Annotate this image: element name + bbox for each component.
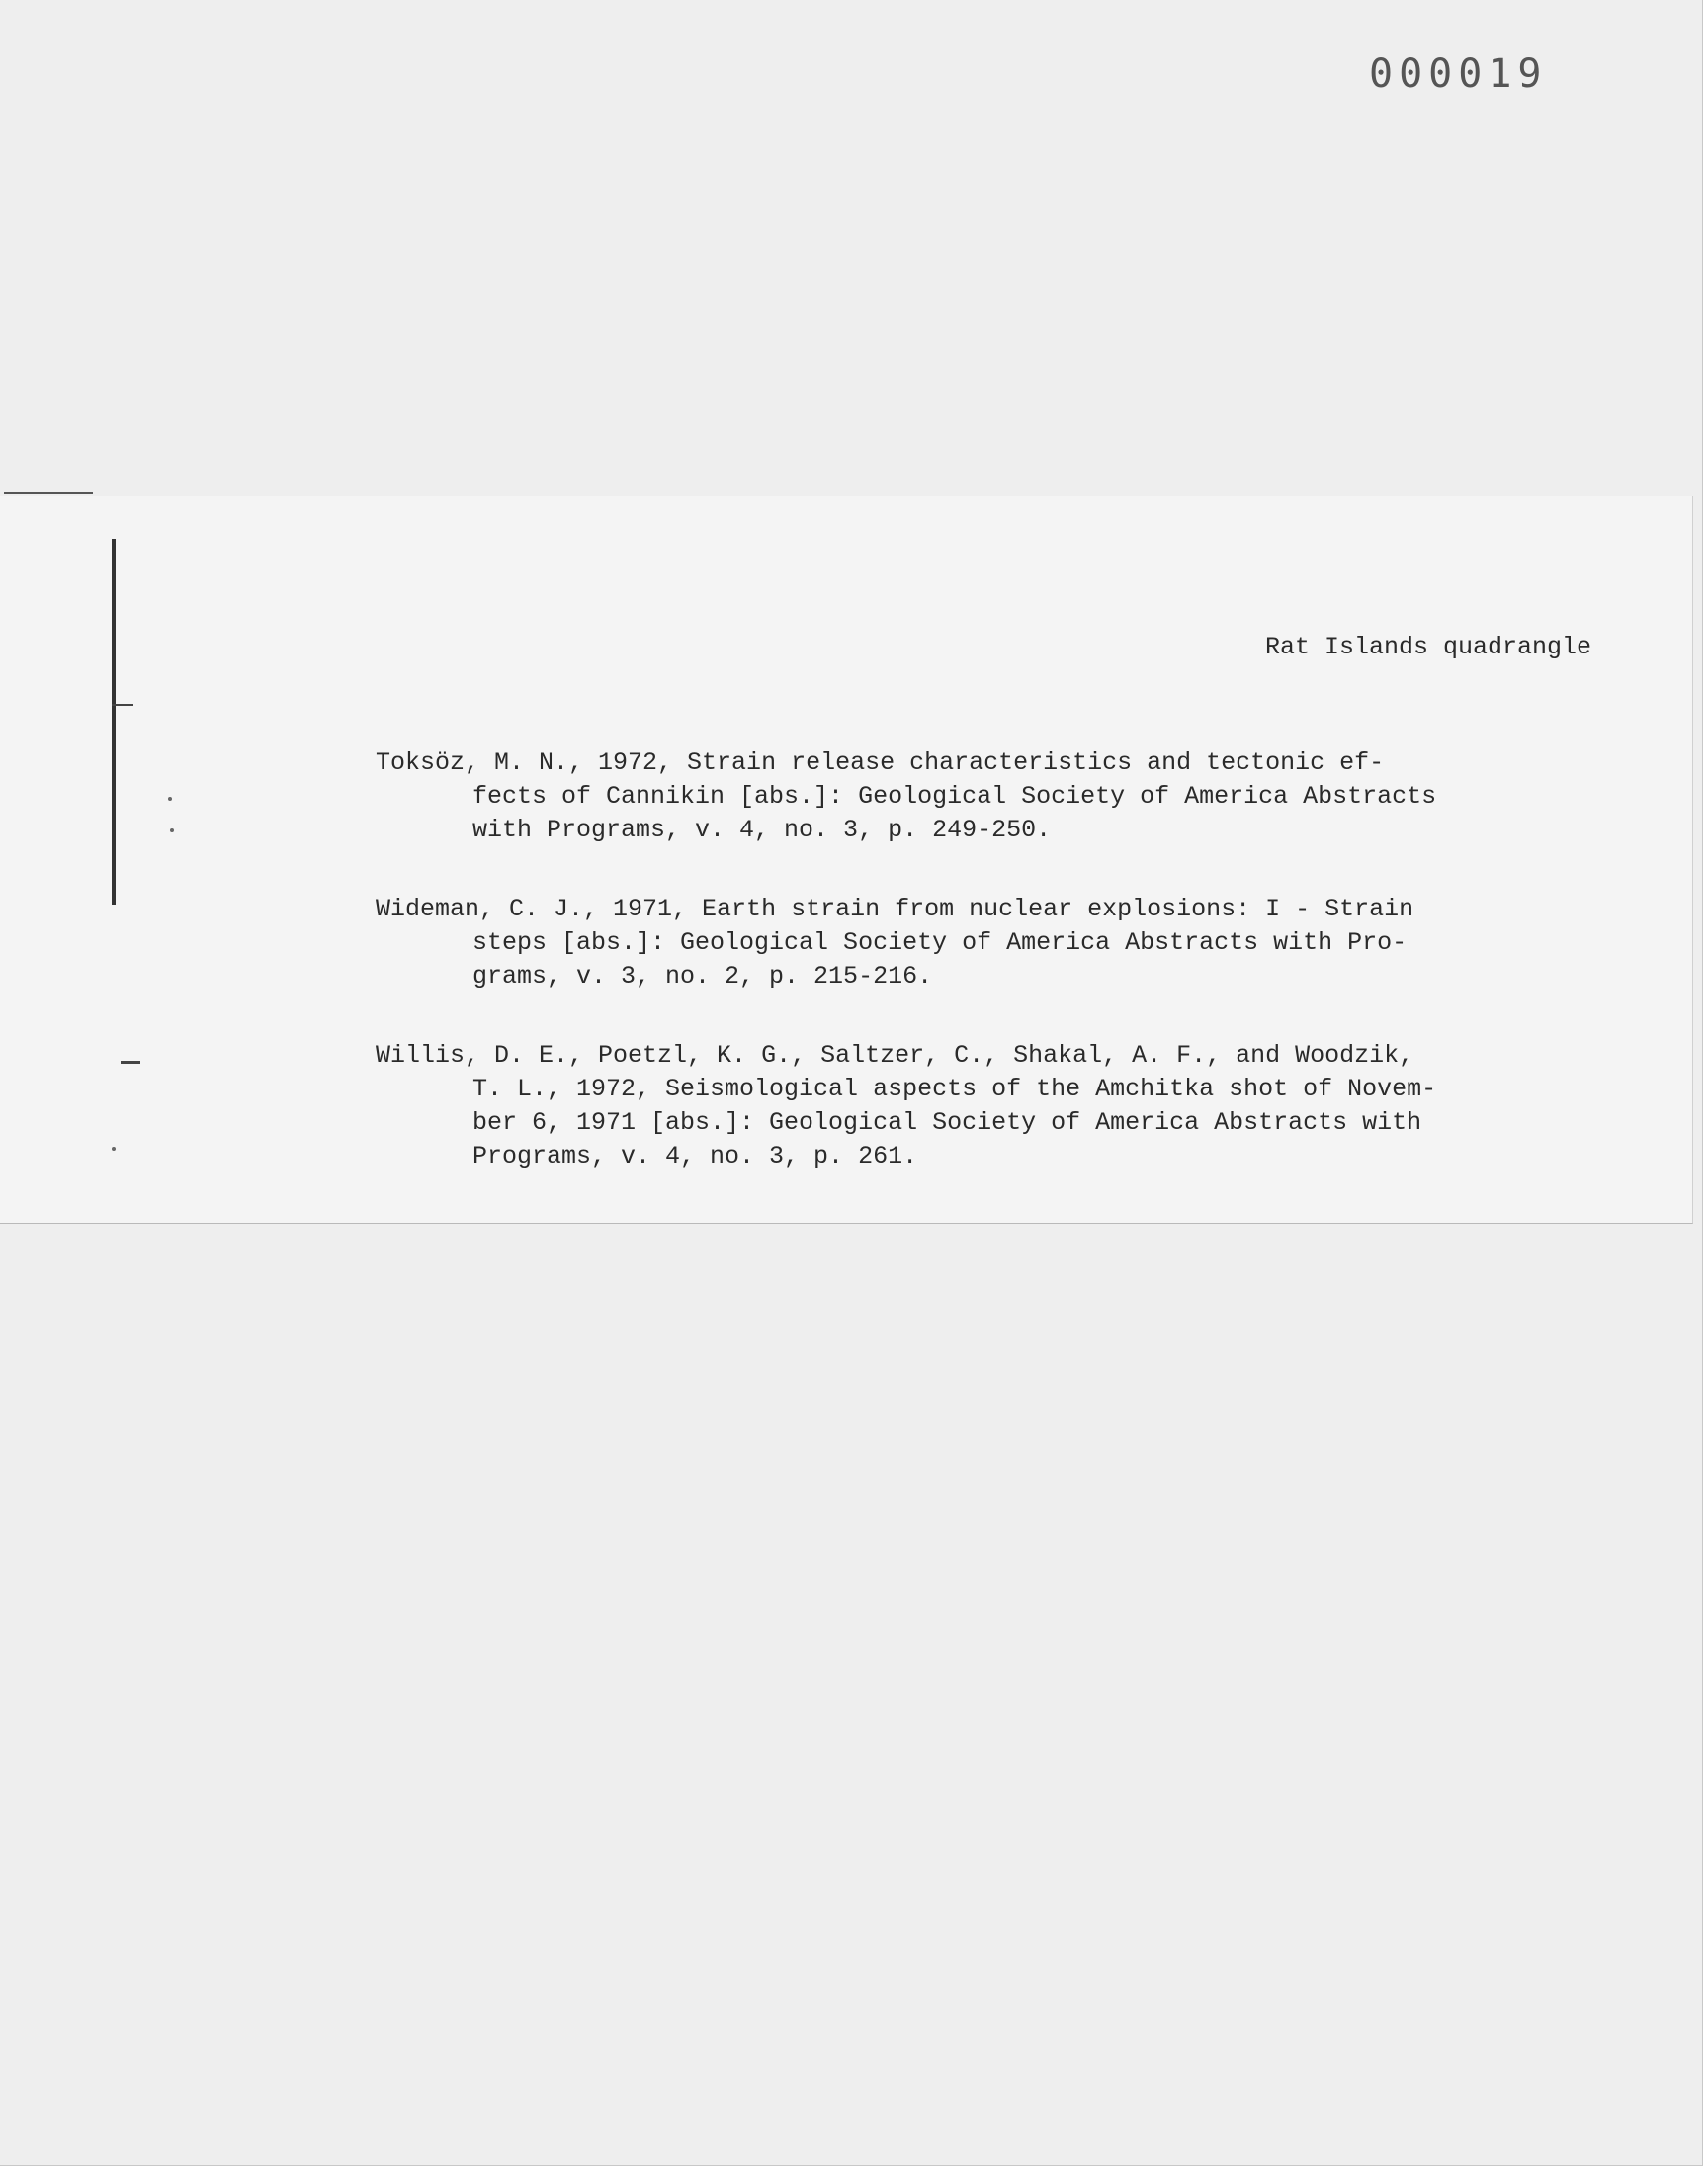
page-number: 000019 xyxy=(1369,51,1548,97)
margin-dot xyxy=(168,797,172,801)
reference-line: ber 6, 1971 [abs.]: Geological Society of America Abstracts with xyxy=(472,1108,1422,1137)
reference-line: Wideman, C. J., 1971, Earth strain from nuclear explosions: I - Strain xyxy=(376,895,1414,923)
margin-tick xyxy=(121,1061,140,1064)
reference-list xyxy=(376,746,1562,1219)
reference-line: Programs, v. 4, no. 3, p. 261. xyxy=(472,1142,918,1171)
margin-tick xyxy=(112,704,133,706)
reference-line: fects of Cannikin [abs.]: Geological Society of America Abstracts xyxy=(472,782,1437,811)
reference-line: Toksöz, M. N., 1972, Strain release characteristics and tectonic ef- xyxy=(376,748,1385,777)
reference-line: steps [abs.]: Geological Society of America Abstracts with Pro- xyxy=(472,928,1408,957)
paste-strip-edge-mark xyxy=(4,492,93,494)
reference-entry xyxy=(376,893,1562,994)
quadrangle-heading: Rat Islands quadrangle xyxy=(1265,633,1592,661)
margin-dot xyxy=(170,828,174,832)
reference-entry xyxy=(376,746,1562,847)
reference-line: grams, v. 3, no. 2, p. 215-216. xyxy=(472,962,933,991)
reference-entry xyxy=(376,1039,1562,1174)
reference-line: with Programs, v. 4, no. 3, p. 249-250. xyxy=(472,816,1052,844)
reference-line: Willis, D. E., Poetzl, K. G., Saltzer, C., Shakal, A. F., and Woodzik, xyxy=(376,1041,1414,1070)
margin-dot xyxy=(112,1147,116,1151)
margin-bar xyxy=(112,539,116,905)
reference-line: T. L., 1972, Seismological aspects of the Amchitka shot of Novem- xyxy=(472,1075,1437,1103)
